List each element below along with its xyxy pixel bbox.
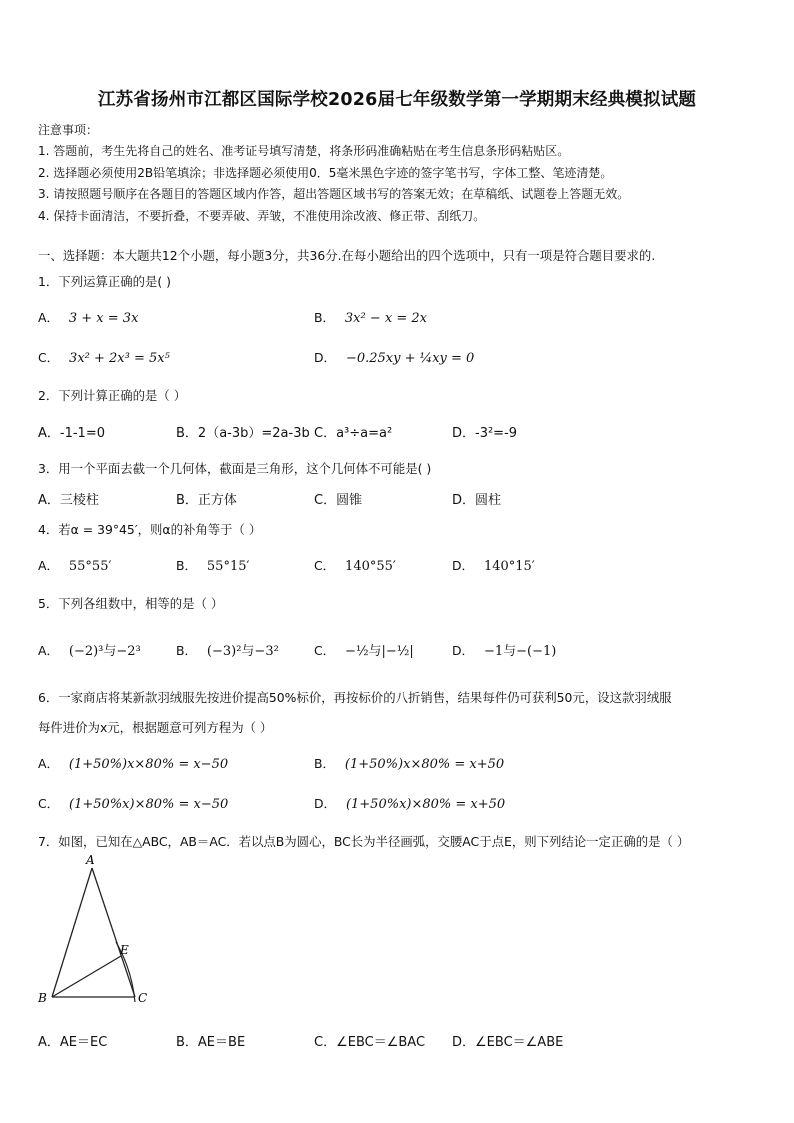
option-label: D．: [452, 558, 474, 573]
note-item: 1. 答题前，考生先将自己的姓名、准考证号填写清楚，将条形码准确粘贴在考生信息条形码粘贴区。: [38, 144, 570, 158]
option-label: C．: [38, 796, 60, 811]
option-c[interactable]: C．a³÷a=a²: [314, 426, 393, 441]
triangle-figure: [32, 852, 157, 1012]
section-heading: 一、选择题：本大题共12个小题，每小题3分，共36分.在每小题给出的四个选项中，只有一项是符合题目要求的.: [38, 248, 656, 263]
option-math: (1+50%x)×80% = x+50: [345, 797, 506, 812]
option-b[interactable]: B．正方体: [176, 493, 237, 508]
label-a: A: [86, 853, 95, 867]
question-stem: 6．一家商店将某新款羽绒服先按进价提高50%标价，再按标价的八折销售，结果每件仍可获利50元，设这款羽绒服: [38, 690, 672, 705]
option-math: 3x² + 2x³ = 5x⁵: [69, 351, 170, 366]
option-label: D．: [314, 350, 336, 365]
label-c: C: [138, 991, 148, 1005]
option-math: −1与−(−1): [483, 644, 557, 659]
option-label: C．: [314, 643, 336, 658]
option-d[interactable]: [314, 794, 505, 812]
option-d[interactable]: [452, 640, 556, 659]
option-d[interactable]: [314, 348, 474, 366]
option-b[interactable]: [314, 754, 504, 772]
option-d[interactable]: D．圆柱: [452, 493, 502, 508]
option-math: −0.25xy + ¼xy = 0: [345, 351, 475, 366]
label-e: E: [120, 943, 129, 957]
option-label: B．: [314, 756, 335, 771]
option-math: (1+50%x)×80% = x−50: [69, 797, 229, 812]
option-a[interactable]: [38, 640, 141, 659]
option-label: B．: [314, 310, 335, 325]
option-label: D．: [452, 643, 474, 658]
option-math: (−3)²与−3²: [206, 644, 279, 659]
option-label: A．: [38, 756, 59, 771]
question-stem: 5．下列各组数中，相等的是（ ）: [38, 596, 224, 611]
option-b[interactable]: [176, 556, 249, 574]
option-label: A．: [38, 558, 59, 573]
option-a[interactable]: A．-1-1=0: [38, 426, 105, 441]
option-c[interactable]: [38, 348, 170, 366]
question-stem: 1．下列运算正确的是( ): [38, 274, 172, 289]
option-b[interactable]: [314, 308, 427, 326]
note-item: 2. 选择题必须使用2B铅笔填涂；非选择题必须使用0．5毫米黑色字迹的签字笔书写，字体工整、笔迹清楚。: [38, 166, 613, 180]
question-stem: 2．下列计算正确的是（ ）: [38, 388, 187, 403]
side-ab: [52, 868, 92, 997]
question-stem-continued: 每件进价为x元，根据题意可列方程为（ ）: [38, 720, 273, 735]
option-label: C．: [38, 350, 60, 365]
option-a[interactable]: [38, 308, 138, 326]
option-math: 3 + x = 3x: [68, 311, 139, 326]
option-label: B．: [176, 558, 197, 573]
option-value: 55°15′: [206, 559, 250, 574]
option-label: A．: [38, 310, 59, 325]
side-ac: [92, 868, 135, 997]
option-label: B．: [176, 643, 197, 658]
question-stem: 7．如图，已知在△ABC，AB＝AC．若以点B为圆心，BC长为半径画弧，交腰AC于点E，则下列结论一定正确的是（ ）: [38, 834, 690, 849]
label-b: B: [38, 991, 47, 1005]
option-a[interactable]: A．三棱柱: [38, 493, 99, 508]
option-b[interactable]: [176, 640, 279, 659]
option-c[interactable]: [38, 794, 228, 812]
question-stem: 4．若α = 39°45′，则α的补角等于（ ）: [38, 522, 262, 537]
exam-title: 江苏省扬州市江都区国际学校2026届七年级数学第一学期期末经典模拟试题: [97, 90, 697, 110]
notes-header: 注意事项：: [38, 123, 99, 137]
option-label: A．: [38, 643, 59, 658]
option-c[interactable]: C．圆锥: [314, 493, 363, 508]
option-d[interactable]: [452, 556, 535, 574]
option-a[interactable]: [38, 556, 111, 574]
question-stem: 3．用一个平面去截一个几何体，截面是三角形，这个几何体不可能是( ): [38, 461, 432, 476]
option-value: 140°55′: [345, 559, 396, 574]
option-label: D．: [314, 796, 336, 811]
option-math: (1+50%)x×80% = x+50: [344, 757, 505, 772]
option-math: 3x² − x = 2x: [344, 311, 427, 326]
option-b[interactable]: B．AE＝BE: [176, 1035, 246, 1050]
option-c[interactable]: [314, 640, 414, 659]
option-a[interactable]: A．AE＝EC: [38, 1035, 108, 1050]
option-label: C．: [314, 558, 336, 573]
option-math: −½与|−½|: [345, 644, 414, 659]
option-d[interactable]: D．-3²=-9: [452, 426, 518, 441]
option-b[interactable]: B．2（a-3b）=2a-3b: [176, 426, 310, 441]
option-c[interactable]: C．∠EBC＝∠BAC: [314, 1035, 426, 1050]
option-value: 140°15′: [483, 559, 535, 574]
note-item: 3. 请按照题号顺序在各题目的答题区域内作答，超出答题区域书写的答案无效；在草稿纸、试题卷上答题无效。: [38, 187, 630, 201]
option-value: 55°55′: [68, 559, 112, 574]
option-d[interactable]: D．∠EBC＝∠ABE: [452, 1035, 564, 1050]
option-c[interactable]: [314, 556, 396, 574]
note-item: 4. 保持卡面清洁，不要折叠，不要弄破、弄皱，不准使用涂改液、修正带、刮纸刀。: [38, 209, 486, 223]
option-math: (−2)³与−2³: [68, 644, 141, 659]
option-math: (1+50%)x×80% = x−50: [68, 757, 229, 772]
option-a[interactable]: [38, 754, 228, 772]
